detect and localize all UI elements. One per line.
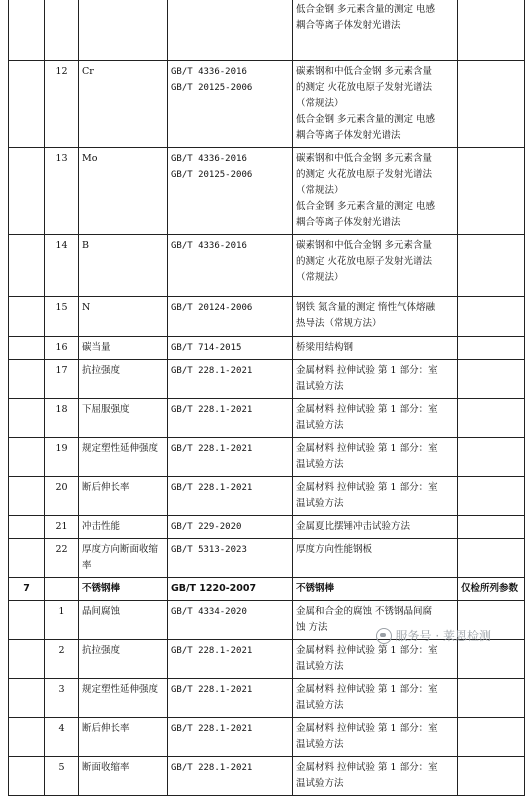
table-row (9, 337, 525, 360)
method-cell (293, 640, 458, 679)
standard-code-cell (168, 297, 293, 337)
standard-code-cell (168, 0, 293, 61)
standard-code: GB/T 1220-2007 (171, 583, 257, 594)
parameter-name-cell: Cr (79, 61, 168, 148)
standard-code: GB/T 4336-2016 (171, 67, 247, 77)
method-line: 低合金钢 多元素含量的测定 电感 (296, 201, 436, 212)
method-line: （常规法） (296, 272, 344, 283)
standard-code-cell (168, 516, 293, 539)
table-row (9, 640, 525, 679)
sequence-cell (9, 601, 45, 640)
standard-code-cell (168, 757, 293, 796)
table-row (9, 399, 525, 438)
index-cell: 17 (45, 360, 79, 399)
parameter-name-cell: 断面收缩率 (79, 757, 168, 796)
table-row (9, 477, 525, 516)
method-line: 金属材料 拉伸试验 第 1 部分：室 (296, 762, 438, 773)
method-cell (293, 297, 458, 337)
standard-code: GB/T 20125-2006 (171, 83, 253, 93)
method-line: （常规法） (296, 185, 344, 196)
note-cell (458, 61, 525, 148)
table-row (9, 539, 525, 578)
note-cell (458, 235, 525, 297)
note-cell (458, 399, 525, 438)
method-cell (293, 718, 458, 757)
method-line: 温试验方法 (296, 778, 344, 789)
method-line: 金属夏比摆锤冲击试验方法 (296, 521, 411, 532)
note-cell (458, 718, 525, 757)
method-line: 蚀 方法 (296, 622, 328, 633)
index-cell: 16 (45, 337, 79, 360)
standard-code: GB/T 4334-2020 (171, 607, 247, 617)
method-line: 温试验方法 (296, 459, 344, 470)
standard-code: GB/T 228.1-2021 (171, 646, 253, 656)
sequence-cell (9, 0, 45, 61)
method-line: 金属材料 拉伸试验 第 1 部分：室 (296, 645, 438, 656)
method-line: 低合金钢 多元素含量的测定 电感 (296, 114, 436, 125)
index-cell (45, 578, 79, 601)
index-cell: 21 (45, 516, 79, 539)
section-row (9, 578, 525, 601)
note-cell (458, 438, 525, 477)
watermark-text: 服务号 · 莱恩检测 (395, 629, 491, 643)
method-cell (293, 679, 458, 718)
standards-table (8, 0, 525, 796)
standard-code: GB/T 228.1-2021 (171, 405, 253, 415)
index-cell: 22 (45, 539, 79, 578)
method-cell (293, 516, 458, 539)
standard-code-cell (168, 438, 293, 477)
standard-code: GB/T 714-2015 (171, 343, 242, 353)
method-line: 金属材料 拉伸试验 第 1 部分：室 (296, 404, 438, 415)
standard-code-cell (168, 477, 293, 516)
note-cell (458, 516, 525, 539)
standard-code: GB/T 20124-2006 (171, 303, 253, 313)
table-row (9, 148, 525, 235)
method-line: 耦合等离子体发射光谱法 (296, 20, 401, 31)
standard-code: GB/T 229-2020 (171, 522, 242, 532)
standard-code-cell (168, 601, 293, 640)
sequence-cell (9, 148, 45, 235)
table-row (9, 679, 525, 718)
index-cell: 15 (45, 297, 79, 337)
method-line: 耦合等离子体发射光谱法 (296, 217, 401, 228)
table-row (9, 235, 525, 297)
method-cell (293, 337, 458, 360)
index-cell: 3 (45, 679, 79, 718)
sequence-cell (9, 235, 45, 297)
method-line: 碳素钢和中低合金钢 多元素含量 (296, 66, 433, 77)
method-line: 厚度方向性能钢板 (296, 544, 373, 555)
note-cell (458, 0, 525, 61)
parameter-name-cell: 碳当量 (79, 337, 168, 360)
standard-code: GB/T 228.1-2021 (171, 724, 253, 734)
watermark (376, 627, 491, 644)
parameter-name-cell: 断后伸长率 (79, 477, 168, 516)
parameter-name-cell: 规定塑性延伸强度 (79, 438, 168, 477)
standard-code: GB/T 4336-2016 (171, 241, 247, 251)
parameter-name-cell: 抗拉强度 (79, 640, 168, 679)
standard-code: GB/T 228.1-2021 (171, 763, 253, 773)
index-cell (45, 0, 79, 61)
index-cell: 13 (45, 148, 79, 235)
method-line: 的测定 火花放电原子发射光谱法 (296, 169, 433, 180)
table-row (9, 718, 525, 757)
sequence-cell (9, 539, 45, 578)
standard-code: GB/T 228.1-2021 (171, 444, 253, 454)
parameter-name-cell: N (79, 297, 168, 337)
standard-code-cell (168, 337, 293, 360)
method-line: 低合金钢 多元素含量的测定 电感 (296, 4, 436, 15)
method-line: 温试验方法 (296, 498, 344, 509)
standard-code: GB/T 228.1-2021 (171, 366, 253, 376)
method-line: 不锈钢棒 (296, 583, 335, 594)
method-line: 金属材料 拉伸试验 第 1 部分：室 (296, 482, 438, 493)
method-line: 热导法（常规方法） (296, 318, 382, 329)
table-row (9, 0, 525, 61)
method-line: 耦合等离子体发射光谱法 (296, 130, 401, 141)
standards-table-body (9, 0, 525, 796)
table-row (9, 757, 525, 796)
standard-code-cell (168, 235, 293, 297)
standard-code-cell (168, 148, 293, 235)
table-row (9, 61, 525, 148)
method-line: 温试验方法 (296, 700, 344, 711)
parameter-name-cell: 厚度方向断面收缩率 (79, 539, 168, 578)
standard-code-cell (168, 61, 293, 148)
note-cell (458, 757, 525, 796)
index-cell: 4 (45, 718, 79, 757)
method-cell (293, 438, 458, 477)
parameter-name-cell: 抗拉强度 (79, 360, 168, 399)
parameter-name-cell: 晶间腐蚀 (79, 601, 168, 640)
sequence-cell: 7 (9, 578, 45, 601)
method-line: 温试验方法 (296, 420, 344, 431)
standard-code-cell (168, 360, 293, 399)
method-line: 温试验方法 (296, 661, 344, 672)
method-cell (293, 360, 458, 399)
parameter-name-cell: B (79, 235, 168, 297)
note-cell (458, 360, 525, 399)
method-line: 温试验方法 (296, 739, 344, 750)
sequence-cell (9, 757, 45, 796)
method-line: 碳素钢和中低合金钢 多元素含量 (296, 153, 433, 164)
parameter-name-cell: 下屈服强度 (79, 399, 168, 438)
index-cell: 20 (45, 477, 79, 516)
method-line: 的测定 火花放电原子发射光谱法 (296, 82, 433, 93)
parameter-name-cell: 规定塑性延伸强度 (79, 679, 168, 718)
method-cell (293, 399, 458, 438)
sequence-cell (9, 516, 45, 539)
method-line: 钢铁 氮含量的测定 惰性气体熔融 (296, 302, 436, 313)
method-line: 金属材料 拉伸试验 第 1 部分：室 (296, 723, 438, 734)
sequence-cell (9, 337, 45, 360)
sequence-cell (9, 61, 45, 148)
method-cell (293, 757, 458, 796)
table-row (9, 516, 525, 539)
note-cell (458, 640, 525, 679)
note-cell (458, 148, 525, 235)
parameter-name-cell (79, 0, 168, 61)
parameter-name-cell: 冲击性能 (79, 516, 168, 539)
method-cell (293, 235, 458, 297)
table-row (9, 297, 525, 337)
note-cell (458, 679, 525, 718)
sequence-cell (9, 640, 45, 679)
method-line: 金属材料 拉伸试验 第 1 部分：室 (296, 365, 438, 376)
index-cell: 18 (45, 399, 79, 438)
wechat-icon (376, 628, 392, 644)
table-row (9, 438, 525, 477)
sequence-cell (9, 438, 45, 477)
index-cell: 19 (45, 438, 79, 477)
index-cell: 2 (45, 640, 79, 679)
sequence-cell (9, 477, 45, 516)
sequence-cell (9, 297, 45, 337)
standard-code: GB/T 5313-2023 (171, 545, 247, 555)
method-cell (293, 0, 458, 61)
parameter-name-cell: 断后伸长率 (79, 718, 168, 757)
parameter-name-cell: 不锈钢棒 (79, 578, 168, 601)
sequence-cell (9, 399, 45, 438)
standard-code-cell (168, 640, 293, 679)
index-cell: 1 (45, 601, 79, 640)
method-cell (293, 477, 458, 516)
standard-code-cell (168, 679, 293, 718)
standard-code-cell (168, 399, 293, 438)
note-cell: 仅检所列参数 (458, 578, 525, 601)
index-cell: 14 (45, 235, 79, 297)
method-cell (293, 539, 458, 578)
method-line: 金属材料 拉伸试验 第 1 部分：室 (296, 443, 438, 454)
method-cell (293, 578, 458, 601)
note-cell (458, 337, 525, 360)
standard-code-cell (168, 539, 293, 578)
method-line: 温试验方法 (296, 381, 344, 392)
table-row (9, 360, 525, 399)
index-cell: 12 (45, 61, 79, 148)
method-line: 的测定 火花放电原子发射光谱法 (296, 256, 433, 267)
note-cell (458, 477, 525, 516)
sequence-cell (9, 360, 45, 399)
standard-code: GB/T 4336-2016 (171, 154, 247, 164)
sequence-cell (9, 718, 45, 757)
index-cell: 5 (45, 757, 79, 796)
method-cell (293, 148, 458, 235)
parameter-name-cell: Mo (79, 148, 168, 235)
standard-code: GB/T 228.1-2021 (171, 483, 253, 493)
sequence-cell (9, 679, 45, 718)
method-line: （常规法） (296, 98, 344, 109)
method-line: 金属材料 拉伸试验 第 1 部分：室 (296, 684, 438, 695)
method-line: 桥梁用结构钢 (296, 342, 354, 353)
note-cell (458, 297, 525, 337)
standard-code: GB/T 228.1-2021 (171, 685, 253, 695)
method-line: 金属和合金的腐蚀 不锈钢晶间腐 (296, 606, 433, 617)
note-cell (458, 539, 525, 578)
standard-code-cell (168, 578, 293, 601)
standard-code: GB/T 20125-2006 (171, 170, 253, 180)
standard-code-cell (168, 718, 293, 757)
method-line: 碳素钢和中低合金钢 多元素含量 (296, 240, 433, 251)
method-cell (293, 61, 458, 148)
